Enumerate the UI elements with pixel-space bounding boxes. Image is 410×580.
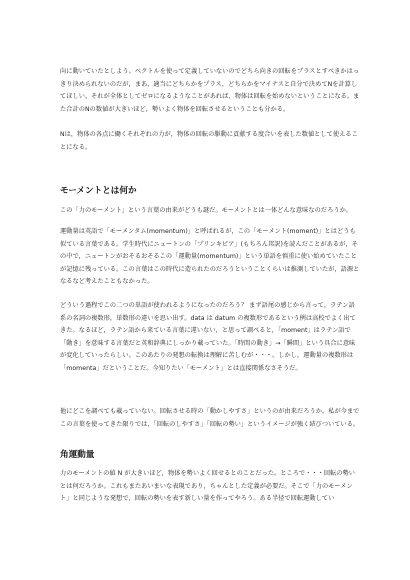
paragraph-2: Nは，物体の各点に働くそれぞれの力が，物体の回転の駆動に貢献する度合いを表した数値として使えることになる。 <box>60 131 358 151</box>
paragraph-4: 運動量は英語で「モーメンタム(momentum)」と呼ばれるが，この「モーメント(moment)」とはどうも似ている言葉である。学生時代にニュートンの「プリンキピア」(もちろん邦訳)を読んだことがあるが，その中で，ニュートンがおそるおそるこの「運動量(momentum)」という単語を慎重に使い始めていたことが記憶に残っている。この言葉はこの時代に造られたのだろうということくらいは推測していたが，語源となるなど考えたこともなかった。 <box>60 228 360 286</box>
paragraph-3: この「力のモーメント」という言葉の由来がどうも謎だ。モーメントとは一体どんな意味なのだろうか。 <box>60 207 353 214</box>
paragraph-5: どういう過程でこの二つの単語が使われるようになったのだろう？ まず語尾の感じから言って，ラテン語系の名詞の複数形，単数形の違いを思い出す。data は datum の複数形であるという例は高校でよく出てきた。なるほど，ラテン語から来ている言葉に違いない，と思って調べると，「moment」はラテン語で「動き」を意味する言葉だと英和辞典にしっかり載っていた。「時間の動き」→「瞬間」という具合に意味が変化していったらしい。このあたりの発想の転換は理解に苦しむが・・・。しかし，運動量の複数形は「momenta」だということだ。今知りたい「モーメント」とは直接関係なさそうだ。 <box>60 302 356 372</box>
section-heading-angular-momentum: 角運動量 <box>60 450 95 460</box>
section-heading-moment: モーメントとは何か <box>60 186 137 196</box>
paragraph-1: 向に動いていたとしよう。ベクトルを使って定義していないのでどちら向きの回転をプラスとすべきかはっきり決められないのだが，まあ，適当にどちらかをプラス，どちらかをマイナスと自分で決めてNを計算してほしい。それが全体としてゼロになるようなことがあれば，物体は回転を始めないということになる。また合計のNの数値が大きいほど，勢いよく物体を回転させるということも分かる。 <box>60 68 360 113</box>
paragraph-6: 他にどこを調べても載っていない。回転させる時の「動かしやすさ」というのが由来だろうか。私が今までこの言葉を使ってきた限りでは，「回転のしやすさ」「回転の勢い」というイメージが強く結びついている。 <box>60 408 360 428</box>
paragraph-7: 力のモーメントの値 N が大きいほど，物体を勢いよく回せるとのことだった。ところで・・・回転の勢いとは何だろうか。これもまたあいまいな表現であり，ちゃんとした定義が必要だ。そこで「力のモーメント」と同じような発想で，回転の勢いを表す新しい量を作ってやろう。ある半径で回転運動してい <box>60 470 356 503</box>
